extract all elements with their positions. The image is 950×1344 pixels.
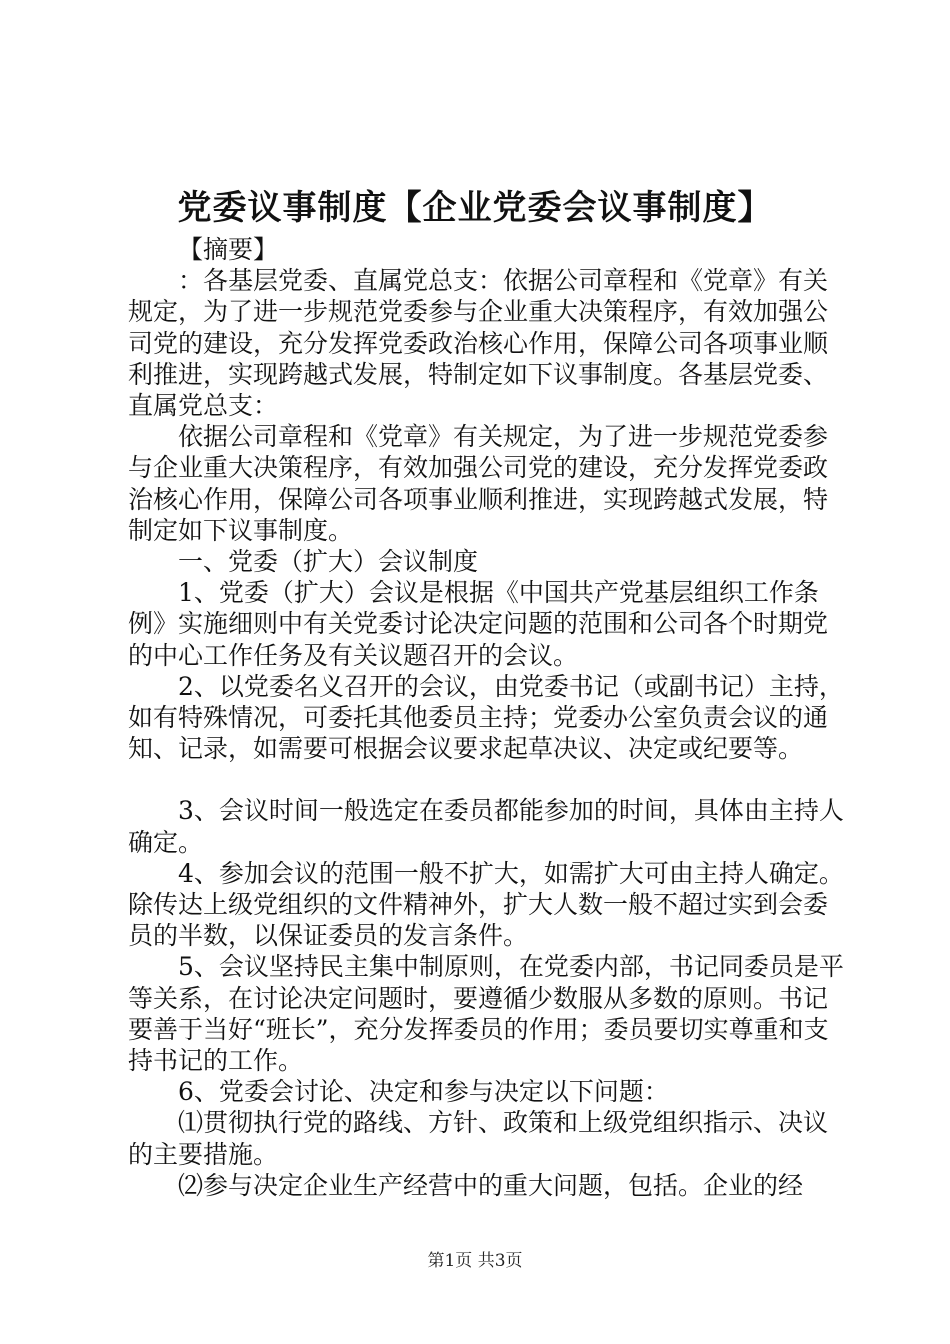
paragraph: ：各基层党委、直属党总支：依据公司章程和《党章》有关规定，为了进一步规范党委参与企业重大决策程序，有效加强公司党的建设，充分发挥党委政治核心作用，保障公司各项事业顺利推进，实现跨越式发展，特制定如下议事制度。各基层党委、直属党总支： (128, 266, 829, 421)
paragraph: 1、党委（扩大）会议是根据《中国共产党基层组织工作条例》实施细则中有关党委讨论决定问题的范围和公司各个时期党的中心工作任务及有关议题召开的会议。 (128, 578, 829, 670)
abstract-label: 【摘要】 (178, 235, 279, 264)
paragraph: 6、党委会讨论、决定和参与决定以下问题： (178, 1077, 669, 1107)
document-title: 党委议事制度【企业党委会议事制度】 (177, 188, 773, 228)
section-heading: 一、党委（扩大）会议制度 (178, 547, 479, 577)
paragraph: 5、会议坚持民主集中制原则，在党委内部，书记同委员是平等关系，在讨论决定问题时，要遵循少数服从多数的原则。书记要善于当好“班长”，充分发挥委员的作用；委员要切实尊重和支持书记的工作。 (128, 952, 844, 1076)
list-item: ⑵参与决定企业生产经营中的重大问题，包括。企业的经 (178, 1170, 804, 1200)
paragraph: 依据公司章程和《党章》有关规定，为了进一步规范党委参与企业重大决策程序，有效加强公司党的建设，充分发挥党委政治核心作用，保障公司各项事业顺利推进，实现跨越式发展，特制定如下议事制度。 (128, 422, 829, 545)
page-footer: 第1页 共3页 (427, 1251, 523, 1271)
paragraph: 2、以党委名义召开的会议，由党委书记（或副书记）主持，如有特殊情况，可委托其他委员主持；党委办公室负责会议的通知、记录，如需要可根据会议要求起草决议、决定或纪要等。 (128, 671, 844, 764)
paragraph: 4、参加会议的范围一般不扩大，如需扩大可由主持人确定。除传达上级党组织的文件精神外，扩大人数一般不超过实到会委员的半数，以保证委员的发言条件。 (128, 858, 844, 951)
paragraph: 3、会议时间一般选定在委员都能参加的时间，具体由主持人确定。 (128, 796, 844, 857)
blank-line (128, 764, 848, 795)
document-body (128, 234, 848, 1201)
list-item: ⑴贯彻执行党的路线、方针、政策和上级党组织指示、决议的主要措施。 (128, 1108, 829, 1169)
